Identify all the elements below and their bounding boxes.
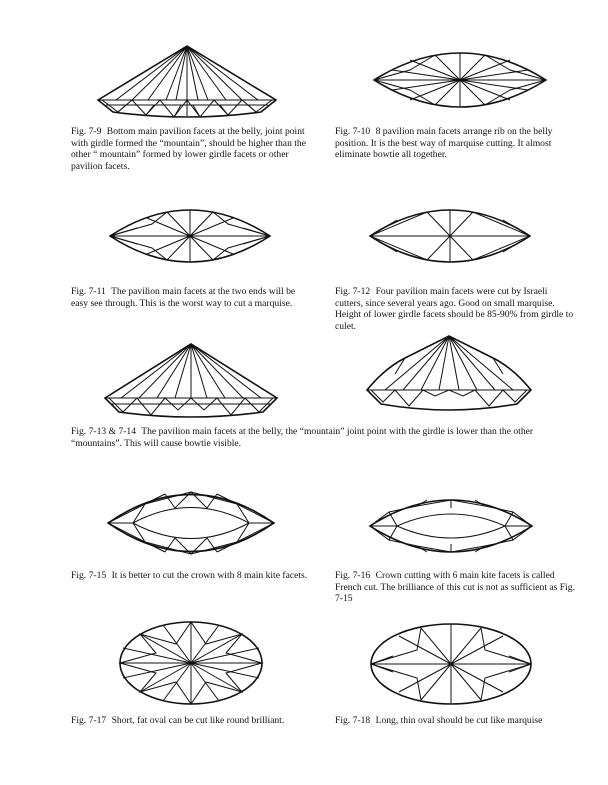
figure-7-9-text: Bottom main pavilion facets at the belly, joint point with girdle formed the “mountain”, should be higher than the other “ mountain” formed by lower girdle facets or other pavilion facets. <box>71 126 306 172</box>
figure-7-12-label: Fig. 7-12 <box>335 286 371 297</box>
figure-7-15-text: It is better to cut the crown with 8 main kite facets. <box>111 570 308 581</box>
figure-7-15-caption <box>71 570 311 582</box>
figure-7-15-label: Fig. 7-15 <box>71 570 107 581</box>
figure-7-13-14-text: The pavilion main facets at the belly, the “mountain” joint point with the girdle is lower than the other “mountains”. This will cause bowtie visible. <box>71 426 534 449</box>
figure-7-10-label: Fig. 7-10 <box>335 126 371 137</box>
figure-7-16-caption <box>335 570 575 605</box>
figure-7-14-diagram <box>365 334 533 418</box>
figure-7-16-diagram <box>367 488 535 564</box>
figure-7-11-diagram <box>107 198 273 274</box>
figure-7-9-label: Fig. 7-9 <box>71 126 102 137</box>
figure-7-11-label: Fig. 7-11 <box>71 286 106 297</box>
figure-7-17-label: Fig. 7-17 <box>71 715 107 726</box>
figure-7-9-caption <box>71 126 311 172</box>
figure-7-12-diagram <box>367 198 533 274</box>
figure-7-18-diagram <box>369 622 533 706</box>
figure-7-11-caption <box>71 286 311 309</box>
figure-7-10-text: 8 pavilion main facets arrange rib on the belly position. It is the best way of marquise cutting. It almost eliminate bowtie all together. <box>335 126 553 161</box>
figure-7-13-14-caption <box>71 426 571 449</box>
figure-7-17-diagram <box>118 620 264 706</box>
figure-7-11-text: The pavilion main facets at the two ends will be easy see through. This is the worst way to cut a marquise. <box>71 286 296 309</box>
figure-7-17-text: Short, fat oval can be cut like round brilliant. <box>111 715 285 726</box>
figure-7-17-caption <box>71 715 321 727</box>
figure-7-10-caption <box>335 126 575 161</box>
figure-7-12-caption <box>335 286 575 332</box>
figure-7-18-caption <box>335 715 585 727</box>
figure-7-13-diagram <box>103 342 279 420</box>
figure-7-13-14-label: Fig. 7-13 & 7-14 <box>71 426 137 437</box>
figure-7-16-label: Fig. 7-16 <box>335 570 371 581</box>
figure-7-12-text: Four pavilion main facets were cut by Israeli cutters, since several years ago. Good on small marquise. Height of lower girdle facets should be 85-90% from girdle to culet. <box>335 286 574 332</box>
figure-7-16-text: Crown cutting with 6 main kite facets is called French cut. The brilliance of this cut is not as sufficient as Fig. 7-15 <box>335 570 575 605</box>
figure-7-10-diagram <box>370 40 550 120</box>
figure-7-18-label: Fig. 7-18 <box>335 715 371 726</box>
figure-7-9-diagram <box>96 42 278 120</box>
figure-7-15-diagram <box>105 482 277 564</box>
figure-7-18-text: Long, thin oval should be cut like marquise <box>375 715 543 726</box>
